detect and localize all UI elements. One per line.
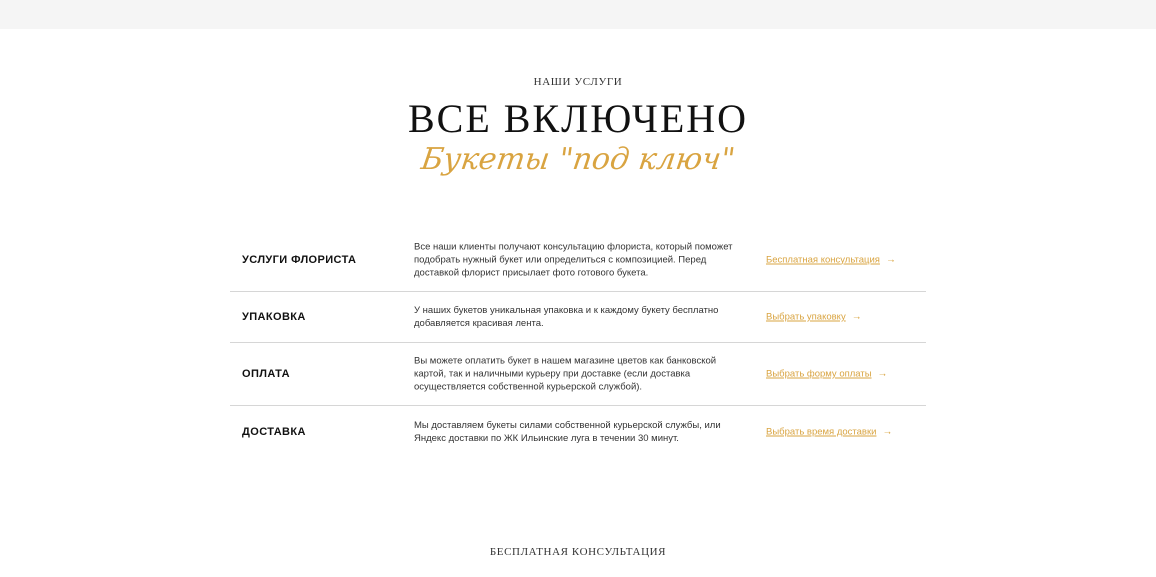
arrow-right-icon: → [877, 368, 888, 380]
arrow-right-icon: → [885, 254, 896, 265]
link-label[interactable]: Выбрать форму оплаты [766, 368, 872, 380]
services-list [230, 228, 926, 458]
service-row-packaging [230, 292, 926, 343]
service-name: ДОСТАВКА [242, 426, 306, 438]
service-name: ОПЛАТА [242, 368, 290, 380]
free-consultation-link[interactable] [766, 254, 896, 265]
top-band [0, 0, 1156, 29]
choose-payment-link[interactable] [766, 369, 888, 380]
link-label[interactable]: Бесплатная консультация [766, 254, 880, 265]
link-label[interactable]: Выбрать упаковку [766, 311, 846, 323]
service-description: Вы можете оплатить букет в нашем магазине цветов как банковской картой, так и наличными курьеру при доставке (если доставка осуществляется собственной курьерской службой). [414, 355, 717, 393]
service-description: Все наши клиенты получают консультацию флориста, который поможет подобрать нужный букет или определиться с композицией. Перед доставкой флорист присылает фото готового букета. [414, 241, 733, 278]
service-row-payment [230, 343, 926, 406]
link-label[interactable]: Выбрать время доставки [766, 426, 877, 438]
service-description: Мы доставляем букеты силами собственной курьерской службы, или Яндекс доставки по ЖК Ильинские луга в течении 30 минут. [414, 420, 721, 444]
service-row-florist [230, 228, 926, 292]
next-section-eyebrow: БЕСПЛАТНАЯ КОНСУЛЬТАЦИЯ [489, 546, 667, 558]
arrow-right-icon: → [882, 426, 893, 438]
service-row-delivery [230, 406, 926, 458]
section-title: ВСЕ ВКЛЮЧЕНО [407, 96, 749, 141]
service-name: УСЛУГИ ФЛОРИСТА [242, 253, 357, 266]
choose-delivery-time-link[interactable] [766, 427, 892, 438]
choose-packaging-link[interactable] [766, 312, 862, 323]
section-eyebrow: НАШИ УСЛУГИ [533, 76, 623, 88]
arrow-right-icon: → [851, 311, 862, 323]
section-script-subtitle: Букеты "под ключ" [419, 142, 738, 177]
service-name: УПАКОВКА [242, 311, 306, 323]
service-description: У наших букетов уникальная упаковка и к каждому букету бесплатно добавляется красивая лента. [414, 305, 719, 329]
